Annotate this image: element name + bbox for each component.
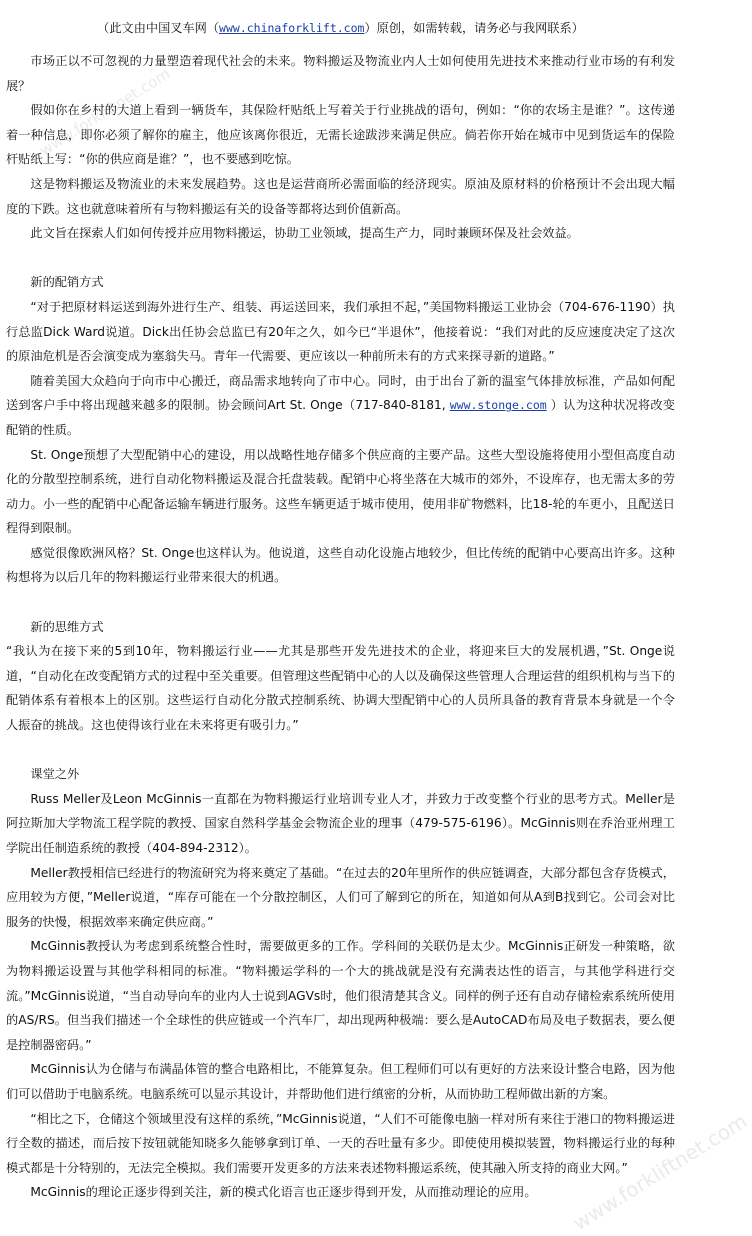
intro-paragraph-1: 市场正以不可忽视的力量塑造着现代社会的未来。物料搬运及物流业内人士如何使用先进技术来推动行业市场的有利发展？ <box>6 54 675 93</box>
section-heading-classroom: 课堂之外 <box>30 767 80 782</box>
classroom-paragraph-4: McGinnis认为仓储与布满晶体管的整合电路相比，不能算复杂。但工程师们可以有更好的方法来设计整合电路，因为他们可以借助于电脑系统。电脑系统可以显示其设计，并帮助他们进行缜密的分析，从而协助工程师做出新的方案。 <box>6 1062 675 1101</box>
distribution-paragraph-2 <box>6 369 675 443</box>
intro-paragraph-2: 假如你在乡村的大道上看到一辆货车，其保险杆贴纸上写着关于行业挑战的语句，例如：“你的农场主是谁？”。这传递着一种信息，即你必须了解你的雇主，他应该离你很近，无需长途跋涉来满足供应。倘若你开始在城市中见到货运车的保险杆贴纸上写：“你的供应商是谁？”，也不要感到吃惊。 <box>6 103 675 167</box>
watermark-bottom: www.forkliftnet.com <box>568 1108 752 1236</box>
classroom-paragraph-2: Meller教授相信已经进行的物流研究为将来奠定了基础。“在过去的20年里所作的供应链调查，大部分都包含存货模式，应用较为方便，”Meller说道，“库存可能在一个分散控制区，人们可了解到它的所在，知道如何从A到B找到它。公司会对比服务的快慢，根据效率来确定供应商。” <box>6 865 675 929</box>
distribution-paragraph-4: 感觉很像欧洲风格？St. Onge也这样认为。他说道，这些自动化设施占地较少，但比传统的配销中心要高出许多。这种构想将为以后几年的物料搬运行业带来很大的机遇。 <box>6 545 675 585</box>
chinaforklift-link[interactable]: www.chinaforklift.com <box>219 21 365 35</box>
notice-suffix: ）原创，如需转载，请务必与我网联系） <box>364 21 584 35</box>
notice-prefix: （此文由中国叉车网（ <box>97 21 220 35</box>
thinking-paragraph-1: “我认为在接下来的5到10年，物料搬运行业——尤其是那些开发先进技术的企业，将迎来巨大的发展机遇，”St. Onge说道，“自动化在改变配销方式的过程中至关重要。但管理这些配销中心的人以及确保这些管理人合理运营的组织机构与当下的配销体系有着根本上的区别。这些运行自动化分散式控制系统、协调大型配销中心的人员所具备的教育背景本身就是一个令人振奋的挑战。这也使得该行业在未来将更有吸引力。” <box>6 644 675 733</box>
classroom-paragraph-1: Russ Meller及Leon McGinnis一直都在为物料搬运行业培训专业人才，并致力于改变整个行业的思考方式。Meller是阿拉斯加大学物流工程学院的教授、国家自然科学基金会物流企业的理事（479-575-6196）。McGinnis则在乔治亚州理工学院出任制造系统的教授（404-894-2312）。 <box>6 791 675 855</box>
classroom-paragraph-5: “相比之下，仓储这个领域里没有这样的系统，”McGinnis说道，“人们不可能像电脑一样对所有来往于港口的物料搬运进行全数的描述，而后按下按钮就能知晓多久能够拿到订单、一天的吞吐量有多少。即使使用模拟装置，物料搬运行业的每种模式都是十分特别的，无法完全模拟。我们需要开发更多的方法来表述物料搬运系统，使其融入所支持的商业大网。” <box>6 1111 675 1175</box>
distribution-paragraph-3: St. Onge预想了大型配销中心的建设，用以战略性地存储多个供应商的主要产品。这些大型设施将使用小型但高度自动化的分散型控制系统，进行自动化物料搬运及混合托盘装载。配销中心将坐落在大城市的郊外，不设库存，也无需太多的劳动力。小一些的配销中心配备运输车辆进行服务。这些车辆更适于城市使用，使用非矿物燃料，比18-轮的车更小，且配送日程得到限制。 <box>6 447 675 536</box>
intro-paragraph-3: 这是物料搬运及物流业的未来发展趋势。这也是运营商所必需面临的经济现实。原油及原材料的价格预计不会出现大幅度的下跌。这也就意味着所有与物料搬运有关的设备等都将达到价值新高。 <box>6 176 675 216</box>
article <box>6 15 675 1205</box>
stonge-link[interactable]: www.stonge.com <box>449 398 547 413</box>
watermark-top: www.forkliftnet.com <box>36 64 174 160</box>
intro-paragraph-4: 此文旨在探索人们如何传授并应用物料搬运，协助工业领域，提高生产力，同时兼顾环保及社会效益。 <box>30 226 579 241</box>
classroom-paragraph-3: McGinnis教授认为考虑到系统整合性时，需要做更多的工作。学科间的关联仍是太少。McGinnis正研发一种策略，欲为物料搬运设置与其他学科相同的标准。“物料搬运学科的一个大的挑战就是没有充满表达性的语言，与其他学科进行交流。”McGinnis说道，“当自动导向车的业内人士说到AGVs时，他们很清楚其含义。同样的例子还有自动存储检索系统所使用的AS/RS。但当我们描述一个全球性的供应链或一个汽车厂，却出现两种极端：要么是AutoCAD布局及电子数据表，要么便是控制器密码。” <box>6 939 675 1052</box>
distribution-paragraph-1: “对于把原材料运送到海外进行生产、组装、再运送回来，我们承担不起，”美国物料搬运工业协会（704-676-1190）执行总监Dick Ward说道。Dick出任协会总监已有20年之久，如今已“半退休”，他接着说：“我们对此的反应速度决定了这次的原油危机是否会演变成为塞翁失马。青年一代需要、更应该以一种前所未有的方式来探寻新的道路。” <box>6 299 675 364</box>
distribution-paragraph-2-text: 随着美国大众趋向于向市中心搬迁，商品需求地转向了市中心。同时，由于出台了新的温室气体排放标准，产品如何配送到客户手中将出现越来越多的限制。协会顾问Art St. Onge（717-840-8181, <box>6 373 675 413</box>
section-heading-distribution: 新的配销方式 <box>30 275 104 290</box>
copyright-notice <box>6 15 675 41</box>
classroom-paragraph-6: McGinnis的理论正逐步得到关注，新的模式化语言也正逐步得到开发，从而推动理论的应用。 <box>30 1185 537 1200</box>
distribution-paragraph-2-tail: ）认为这种状况将改变配销的性质。 <box>6 398 675 437</box>
section-heading-thinking: 新的思维方式 <box>30 619 104 634</box>
